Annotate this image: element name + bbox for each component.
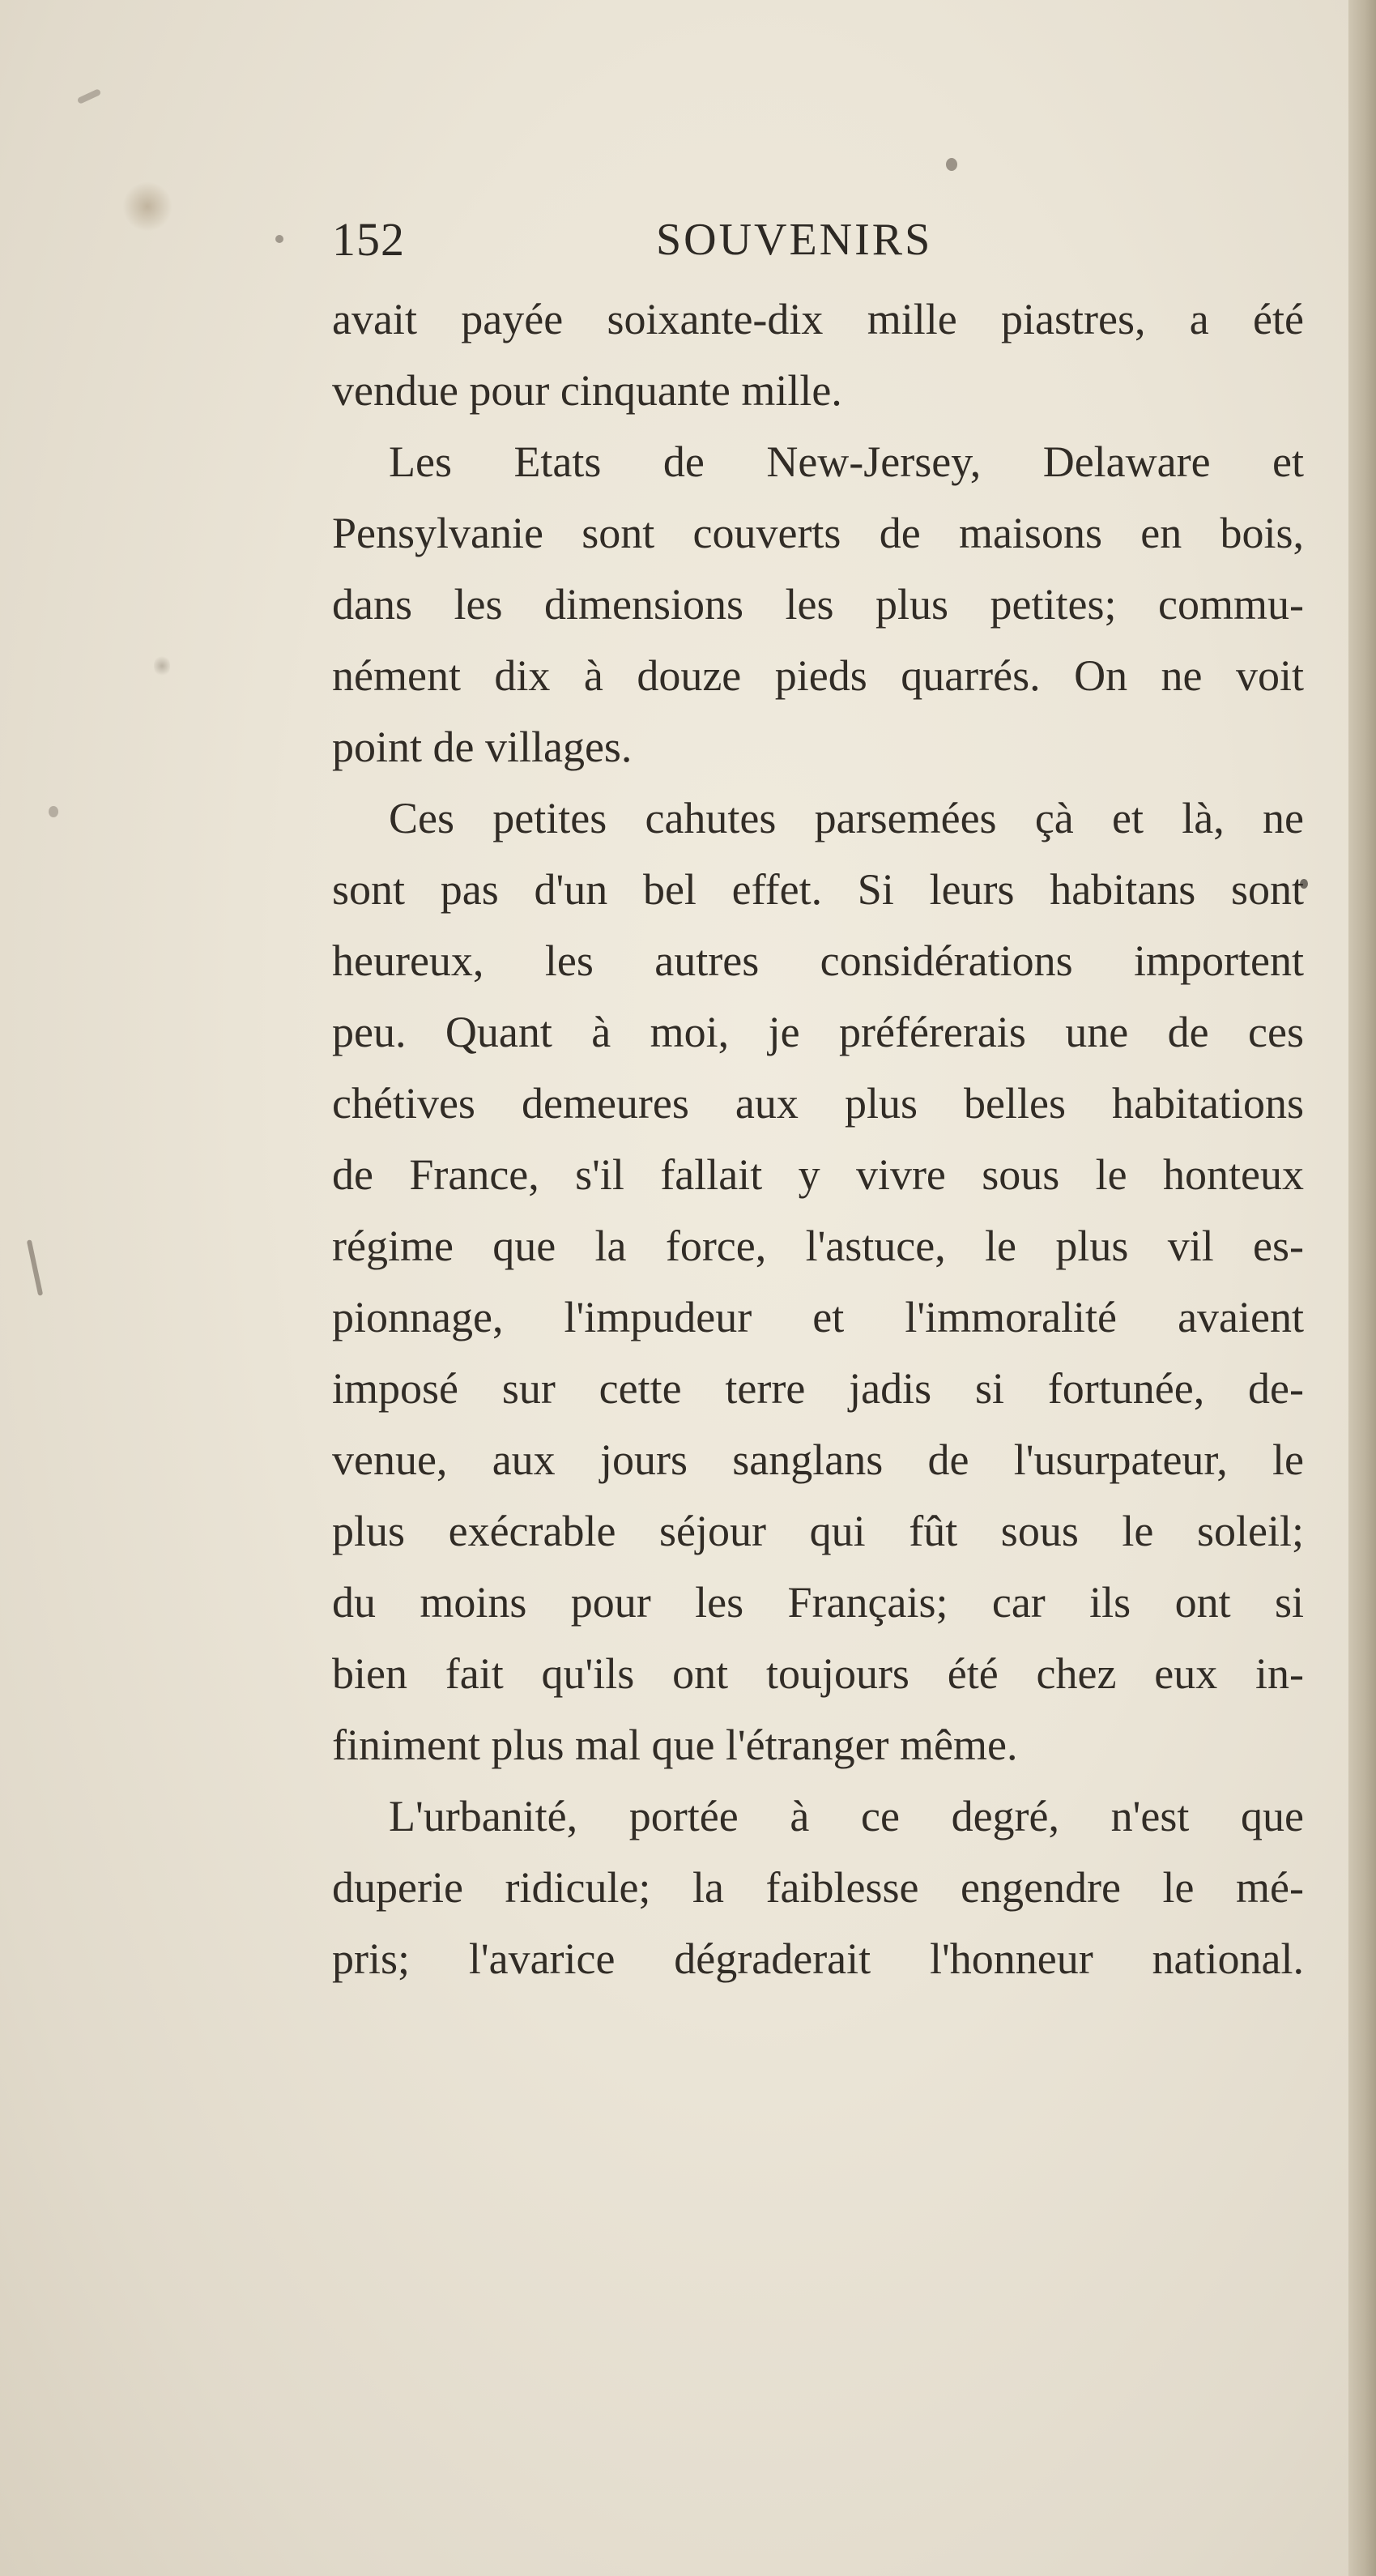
text-line: sont pas d'un bel effet. Si leurs habitans sont xyxy=(332,865,1304,914)
text-line: du moins pour les Français; car ils ont si xyxy=(332,1578,1304,1627)
text-line: chétives demeures aux plus belles habitations xyxy=(332,1079,1304,1128)
running-head: SOUVENIRS xyxy=(656,215,933,265)
foxing-spot xyxy=(121,182,173,231)
body-text xyxy=(332,284,1304,1994)
text-line: point de villages. xyxy=(332,723,633,771)
text-line: venue, aux jours sanglans de l'usurpateur, le xyxy=(332,1435,1304,1484)
foxing-spot xyxy=(946,158,957,171)
text-line: heureux, les autres considérations importent xyxy=(332,936,1304,985)
page-number: 152 xyxy=(332,213,405,266)
text-line: pris; l'avarice dégraderait l'honneur national. xyxy=(332,1934,1304,1983)
foxing-spot xyxy=(49,806,58,817)
page-edge xyxy=(1348,0,1376,2576)
foxing-spot xyxy=(27,1239,43,1296)
text-line: peu. Quant à moi, je préférerais une de ces xyxy=(332,1008,1304,1056)
text-line: L'urbanité, portée à ce degré, n'est que xyxy=(389,1792,1304,1840)
text-line: imposé sur cette terre jadis si fortunée, de- xyxy=(332,1364,1304,1413)
foxing-spot xyxy=(77,88,102,104)
text-line: finiment plus mal que l'étranger même. xyxy=(332,1721,1018,1769)
text-line: Les Etats de New-Jersey, Delaware et xyxy=(389,437,1304,486)
text-line: Ces petites cahutes parsemées çà et là, ne xyxy=(389,794,1304,842)
text-line: duperie ridicule; la faiblesse engendre le mé- xyxy=(332,1863,1304,1912)
page-header xyxy=(275,212,1328,277)
text-line: avait payée soixante-dix mille piastres, a été xyxy=(332,295,1304,343)
text-line: bien fait qu'ils ont toujours été chez eux in- xyxy=(332,1649,1304,1698)
foxing-spot xyxy=(154,655,170,677)
text-line: Pensylvanie sont couverts de maisons en bois, xyxy=(332,509,1304,557)
text-line: plus exécrable séjour qui fût sous le soleil; xyxy=(332,1507,1304,1555)
text-line: régime que la force, l'astuce, le plus vil es- xyxy=(332,1222,1304,1270)
text-line: vendue pour cinquante mille. xyxy=(332,366,842,415)
text-line: de France, s'il fallait y vivre sous le honteux xyxy=(332,1150,1304,1199)
text-line: dans les dimensions les plus petites; commu- xyxy=(332,580,1304,629)
text-line: nément dix à douze pieds quarrés. On ne voit xyxy=(332,651,1304,700)
text-line: pionnage, l'impudeur et l'immoralité avaient xyxy=(332,1293,1304,1341)
